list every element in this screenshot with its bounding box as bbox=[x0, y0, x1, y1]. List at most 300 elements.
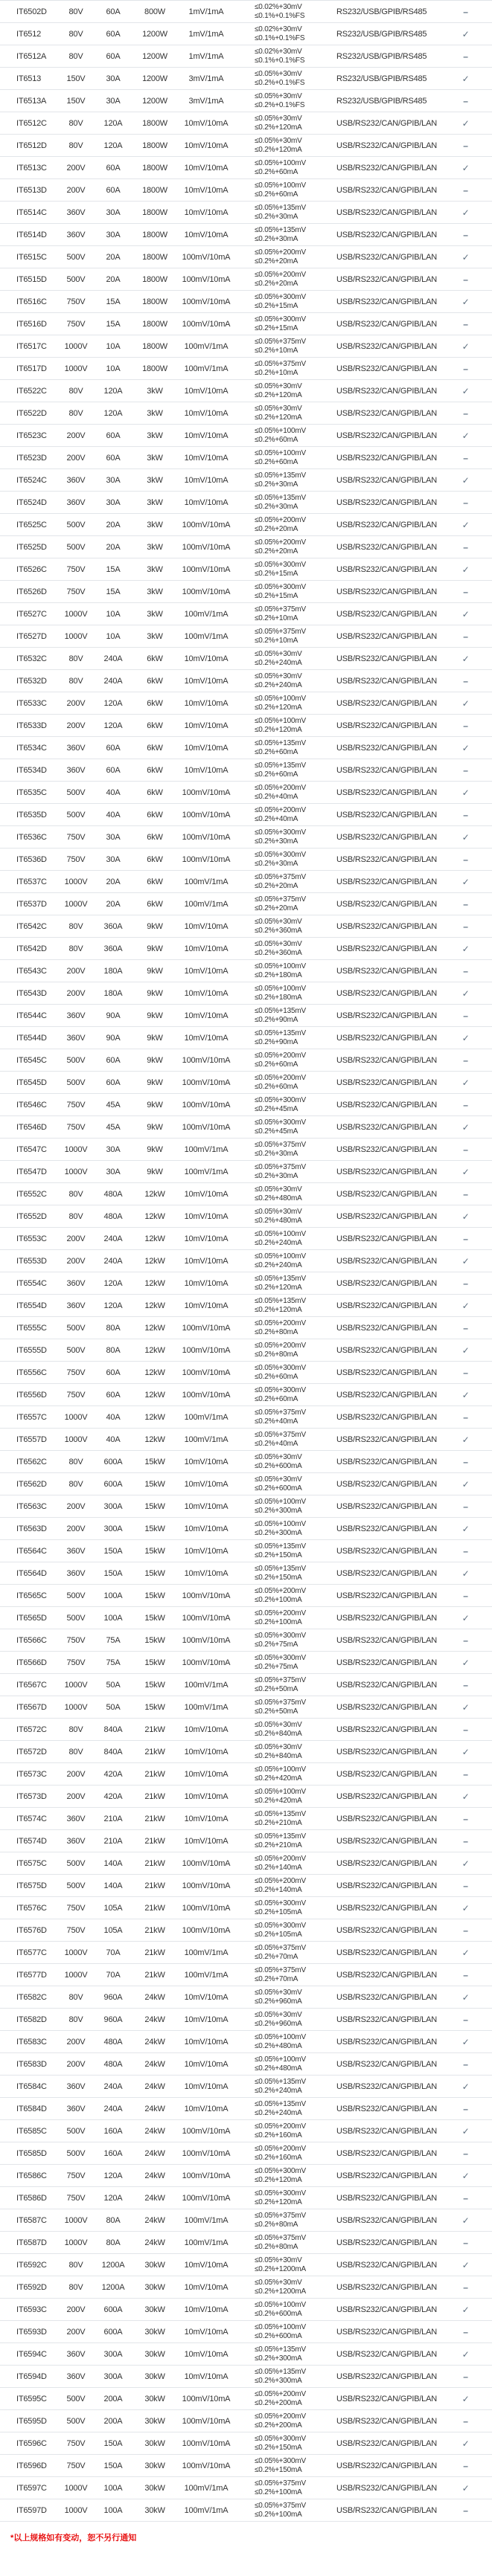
current-accuracy: ≤0.2%+300mA bbox=[255, 2354, 302, 2363]
voltage-cell: 200V bbox=[66, 185, 86, 195]
power-cell: 6kW bbox=[147, 698, 163, 708]
interfaces-cell: USB/RS232/CAN/GPIB/LAN bbox=[336, 2394, 437, 2403]
voltage-accuracy: ≤0.05%+300mV bbox=[255, 2167, 306, 2175]
voltage-cell: 80V bbox=[68, 408, 83, 418]
resolution-cell: 100mV/10mA bbox=[182, 1635, 231, 1645]
power-cell: 30kW bbox=[144, 2461, 165, 2470]
model-cell: IT6566C bbox=[16, 1635, 47, 1645]
interfaces-cell: USB/RS232/CAN/GPIB/LAN bbox=[336, 564, 437, 574]
check-icon: ✓ bbox=[461, 1389, 470, 1400]
voltage-accuracy: ≤0.05%+375mV bbox=[255, 2502, 306, 2510]
current-accuracy: ≤0.2%+105mA bbox=[255, 1930, 302, 1939]
interfaces-cell: USB/RS232/CAN/GPIB/LAN bbox=[336, 252, 437, 262]
dash-icon: – bbox=[463, 2282, 468, 2293]
current-cell: 1200A bbox=[101, 2282, 125, 2292]
resolution-cell: 3mV/1mA bbox=[188, 96, 224, 106]
resolution-cell: 100mV/10mA bbox=[182, 1390, 231, 1400]
voltage-accuracy: ≤0.05%+100mV bbox=[255, 2323, 306, 2331]
flag-cell bbox=[447, 988, 485, 999]
voltage-cell: 80V bbox=[68, 29, 83, 39]
voltage-accuracy: ≤0.05%+375mV bbox=[255, 2234, 306, 2242]
table-row bbox=[0, 45, 492, 68]
interfaces-cell: USB/RS232/CAN/GPIB/LAN bbox=[336, 1100, 437, 1110]
interfaces-cell: USB/RS232/CAN/GPIB/LAN bbox=[336, 899, 437, 909]
current-accuracy: ≤0.2%+480mA bbox=[255, 1194, 302, 1202]
accuracy-cell bbox=[237, 962, 329, 979]
resolution-cell: 10mV/10mA bbox=[184, 408, 229, 418]
table-row bbox=[0, 1652, 492, 1674]
flag-cell bbox=[447, 453, 485, 463]
accuracy-cell bbox=[237, 1632, 329, 1649]
check-icon: ✓ bbox=[461, 1300, 470, 1311]
current-accuracy: ≤0.2%+120mA bbox=[255, 1283, 302, 1292]
accuracy-cell bbox=[237, 2457, 329, 2474]
current-accuracy: ≤0.2%+240mA bbox=[255, 2108, 302, 2117]
check-icon: ✓ bbox=[461, 1121, 470, 1133]
current-accuracy: ≤0.2%+75mA bbox=[255, 1640, 298, 1649]
model-cell: IT6515C bbox=[16, 252, 47, 262]
current-accuracy: ≤0.2%+240mA bbox=[255, 2086, 302, 2095]
accuracy-cell bbox=[237, 516, 329, 533]
flag-cell bbox=[447, 1769, 485, 1780]
power-cell: 6kW bbox=[147, 788, 163, 797]
resolution-cell: 10mV/10mA bbox=[184, 207, 229, 217]
power-cell: 21kW bbox=[144, 1836, 165, 1846]
interfaces-cell: USB/RS232/CAN/GPIB/LAN bbox=[336, 1033, 437, 1043]
table-row bbox=[0, 1362, 492, 1384]
voltage-accuracy: ≤0.05%+30mV bbox=[255, 672, 302, 680]
table-row bbox=[0, 1808, 492, 1830]
table-row bbox=[0, 782, 492, 804]
accuracy-cell bbox=[237, 2212, 329, 2229]
power-cell: 12kW bbox=[144, 1323, 165, 1333]
voltage-accuracy: ≤0.05%+200mV bbox=[255, 1319, 306, 1327]
voltage-cell: 1000V bbox=[64, 1167, 88, 1176]
resolution-cell: 100mV/10mA bbox=[182, 2416, 231, 2426]
flag-cell bbox=[447, 1658, 485, 1668]
spec-change-footnote: *以上规格如有变动，恕不另行通知 bbox=[10, 2534, 137, 2543]
power-cell: 3kW bbox=[147, 564, 163, 574]
power-cell: 1800W bbox=[142, 341, 167, 351]
table-row bbox=[0, 1719, 492, 1741]
interfaces-cell: USB/RS232/CAN/GPIB/LAN bbox=[336, 1702, 437, 1712]
current-cell: 300A bbox=[103, 1524, 123, 1533]
model-cell: IT6567D bbox=[16, 1702, 47, 1712]
dash-icon: – bbox=[463, 965, 468, 976]
accuracy-cell bbox=[237, 494, 329, 511]
current-accuracy: ≤0.2%+120mA bbox=[255, 2175, 302, 2184]
voltage-accuracy: ≤0.05%+200mV bbox=[255, 1074, 306, 1082]
power-cell: 9kW bbox=[147, 966, 163, 976]
check-icon: ✓ bbox=[461, 1657, 470, 1668]
interfaces-cell: USB/RS232/CAN/GPIB/LAN bbox=[336, 988, 437, 998]
accuracy-cell bbox=[237, 1944, 329, 1961]
check-icon: ✓ bbox=[461, 2259, 470, 2270]
voltage-accuracy: ≤0.05%+30mV bbox=[255, 2279, 302, 2287]
resolution-cell: 100mV/10mA bbox=[182, 1100, 231, 1110]
table-row bbox=[0, 157, 492, 179]
power-cell: 9kW bbox=[147, 1167, 163, 1176]
interfaces-cell: USB/RS232/CAN/GPIB/LAN bbox=[336, 431, 437, 440]
model-cell: IT6577D bbox=[16, 1970, 47, 1980]
power-cell: 12kW bbox=[144, 1390, 165, 1400]
voltage-accuracy: ≤0.05%+100mV bbox=[255, 2033, 306, 2041]
current-accuracy: ≤0.2%+600mA bbox=[255, 2331, 302, 2340]
table-row bbox=[0, 581, 492, 603]
resolution-cell: 10mV/10mA bbox=[184, 1814, 229, 1823]
flag-cell bbox=[447, 2371, 485, 2382]
current-cell: 600A bbox=[103, 1479, 123, 1489]
current-cell: 840A bbox=[103, 1725, 123, 1734]
model-cell: IT6583D bbox=[16, 2059, 47, 2069]
voltage-cell: 200V bbox=[66, 2037, 86, 2047]
voltage-accuracy: ≤0.05%+200mV bbox=[255, 2390, 306, 2398]
current-cell: 15A bbox=[106, 564, 121, 574]
resolution-cell: 100mV/10mA bbox=[182, 2193, 231, 2203]
dash-icon: – bbox=[463, 1969, 468, 1980]
power-cell: 9kW bbox=[147, 1122, 163, 1132]
flag-cell bbox=[447, 2081, 485, 2092]
power-cell: 1800W bbox=[142, 230, 167, 239]
voltage-cell: 750V bbox=[66, 832, 86, 842]
model-cell: IT6526C bbox=[16, 564, 47, 574]
power-cell: 3kW bbox=[147, 475, 163, 485]
table-row bbox=[0, 1852, 492, 1875]
resolution-cell: 100mV/1mA bbox=[184, 1702, 229, 1712]
power-cell: 3kW bbox=[147, 431, 163, 440]
interfaces-cell: USB/RS232/CAN/GPIB/LAN bbox=[336, 1925, 437, 1935]
flag-cell bbox=[447, 788, 485, 798]
model-cell: IT6573D bbox=[16, 1791, 47, 1801]
current-accuracy: ≤0.2%+20mA bbox=[255, 547, 298, 556]
accuracy-cell bbox=[237, 1386, 329, 1403]
resolution-cell: 10mV/10mA bbox=[184, 1301, 229, 1310]
current-cell: 180A bbox=[103, 988, 123, 998]
resolution-cell: 100mV/10mA bbox=[182, 564, 231, 574]
dash-icon: – bbox=[463, 95, 468, 106]
power-cell: 24kW bbox=[144, 2081, 165, 2091]
model-cell: IT6586C bbox=[16, 2171, 47, 2180]
flag-cell bbox=[447, 96, 485, 106]
current-accuracy: ≤0.2%+70mA bbox=[255, 1974, 298, 1983]
interfaces-cell: USB/RS232/CAN/GPIB/LAN bbox=[336, 1858, 437, 1868]
voltage-accuracy: ≤0.05%+30mV bbox=[255, 115, 302, 123]
flag-cell bbox=[447, 921, 485, 932]
power-cell: 24kW bbox=[144, 2148, 165, 2158]
dash-icon: – bbox=[463, 2192, 468, 2203]
accuracy-cell bbox=[237, 2122, 329, 2139]
resolution-cell: 100mV/10mA bbox=[182, 297, 231, 306]
power-cell: 1800W bbox=[142, 274, 167, 284]
dash-icon: – bbox=[463, 1233, 468, 1244]
table-row bbox=[0, 425, 492, 447]
current-accuracy: ≤0.2%+150mA bbox=[255, 1573, 302, 1582]
current-cell: 30A bbox=[106, 96, 121, 106]
accuracy-cell bbox=[237, 1096, 329, 1113]
voltage-accuracy: ≤0.05%+135mV bbox=[255, 1275, 306, 1283]
power-cell: 24kW bbox=[144, 2104, 165, 2113]
interfaces-cell: USB/RS232/CAN/GPIB/LAN bbox=[336, 832, 437, 842]
interfaces-cell: USB/RS232/CAN/GPIB/LAN bbox=[336, 854, 437, 864]
flag-cell bbox=[447, 1457, 485, 1467]
resolution-cell: 10mV/10mA bbox=[184, 1546, 229, 1556]
voltage-cell: 750V bbox=[66, 2171, 86, 2180]
dash-icon: – bbox=[463, 1835, 468, 1846]
model-cell: IT6517C bbox=[16, 341, 47, 351]
voltage-cell: 80V bbox=[68, 1189, 83, 1199]
flag-cell bbox=[447, 1256, 485, 1266]
current-cell: 200A bbox=[103, 2394, 123, 2403]
voltage-cell: 80V bbox=[68, 2260, 83, 2270]
voltage-cell: 80V bbox=[68, 2282, 83, 2292]
power-cell: 24kW bbox=[144, 1992, 165, 2002]
power-cell: 1200W bbox=[142, 74, 167, 83]
voltage-cell: 200V bbox=[66, 988, 86, 998]
model-cell: IT6576D bbox=[16, 1925, 47, 1935]
resolution-cell: 10mV/10mA bbox=[184, 676, 229, 686]
model-cell: IT6557D bbox=[16, 1434, 47, 1444]
current-cell: 45A bbox=[106, 1100, 121, 1110]
model-cell: IT6512D bbox=[16, 141, 47, 150]
dash-icon: – bbox=[463, 184, 468, 196]
table-row bbox=[0, 1339, 492, 1362]
resolution-cell: 10mV/10mA bbox=[184, 118, 229, 128]
current-cell: 10A bbox=[106, 364, 121, 373]
accuracy-cell bbox=[237, 672, 329, 689]
model-cell: IT6524C bbox=[16, 475, 47, 485]
model-cell: IT6576C bbox=[16, 1903, 47, 1913]
voltage-accuracy: ≤0.05%+30mV bbox=[255, 1475, 302, 1484]
interfaces-cell: USB/RS232/CAN/GPIB/LAN bbox=[336, 319, 437, 329]
accuracy-cell bbox=[237, 2256, 329, 2273]
voltage-cell: 500V bbox=[66, 1591, 86, 1600]
current-accuracy: ≤0.2%+0.1%FS bbox=[255, 100, 305, 109]
resolution-cell: 100mV/1mA bbox=[184, 2215, 229, 2225]
flag-cell bbox=[447, 1591, 485, 1601]
dash-icon: – bbox=[463, 452, 468, 463]
voltage-cell: 500V bbox=[66, 2126, 86, 2136]
dash-icon: – bbox=[463, 408, 468, 419]
current-accuracy: ≤0.2%+240mA bbox=[255, 1238, 302, 1247]
dash-icon: – bbox=[463, 809, 468, 820]
interfaces-cell: USB/RS232/CAN/GPIB/LAN bbox=[336, 2305, 437, 2314]
dash-icon: – bbox=[463, 140, 468, 151]
power-cell: 3kW bbox=[147, 609, 163, 619]
voltage-accuracy: ≤0.05%+375mV bbox=[255, 1944, 306, 1952]
check-icon: ✓ bbox=[461, 787, 470, 798]
voltage-cell: 150V bbox=[66, 96, 86, 106]
table-row bbox=[0, 1317, 492, 1339]
check-icon: ✓ bbox=[461, 117, 470, 129]
current-accuracy: ≤0.2%+15mA bbox=[255, 301, 298, 310]
voltage-cell: 360V bbox=[66, 1278, 86, 1288]
current-accuracy: ≤0.2%+600mA bbox=[255, 2309, 302, 2318]
interfaces-cell: USB/RS232/CAN/GPIB/LAN bbox=[336, 1725, 437, 1734]
model-cell: IT6517D bbox=[16, 364, 47, 373]
voltage-cell: 500V bbox=[66, 1055, 86, 1065]
interfaces-cell: USB/RS232/CAN/GPIB/LAN bbox=[336, 2438, 437, 2448]
table-row bbox=[0, 402, 492, 425]
power-cell: 9kW bbox=[147, 1055, 163, 1065]
check-icon: ✓ bbox=[461, 1032, 470, 1043]
resolution-cell: 10mV/10mA bbox=[184, 475, 229, 485]
accuracy-cell bbox=[237, 1319, 329, 1336]
voltage-cell: 500V bbox=[66, 252, 86, 262]
resolution-cell: 10mV/10mA bbox=[184, 1992, 229, 2002]
dash-icon: – bbox=[463, 1545, 468, 1556]
accuracy-cell bbox=[237, 1431, 329, 1448]
interfaces-cell: USB/RS232/CAN/GPIB/LAN bbox=[336, 631, 437, 641]
model-cell: IT6575D bbox=[16, 1881, 47, 1890]
current-accuracy: ≤0.2%+80mA bbox=[255, 1327, 298, 1336]
voltage-accuracy: ≤0.05%+200mV bbox=[255, 784, 306, 792]
resolution-cell: 100mV/10mA bbox=[182, 1078, 231, 1087]
check-icon: ✓ bbox=[461, 831, 470, 843]
current-accuracy: ≤0.2%+50mA bbox=[255, 1707, 298, 1716]
current-accuracy: ≤0.2%+480mA bbox=[255, 2041, 302, 2050]
power-cell: 9kW bbox=[147, 988, 163, 998]
power-cell: 1800W bbox=[142, 141, 167, 150]
flag-cell bbox=[447, 498, 485, 508]
resolution-cell: 100mV/10mA bbox=[182, 542, 231, 552]
check-icon: ✓ bbox=[461, 385, 470, 396]
accuracy-cell bbox=[237, 405, 329, 422]
accuracy-cell bbox=[237, 2167, 329, 2184]
model-cell: IT6535D bbox=[16, 810, 47, 820]
power-cell: 24kW bbox=[144, 2171, 165, 2180]
dash-icon: – bbox=[463, 631, 468, 642]
interfaces-cell: USB/RS232/CAN/GPIB/LAN bbox=[336, 921, 437, 931]
model-cell: IT6537D bbox=[16, 899, 47, 909]
current-cell: 30A bbox=[106, 230, 121, 239]
current-accuracy: ≤0.2%+840mA bbox=[255, 1751, 302, 1760]
current-accuracy: ≤0.2%+30mA bbox=[255, 502, 298, 511]
flag-cell bbox=[447, 698, 485, 709]
model-cell: IT6513A bbox=[16, 96, 47, 106]
current-cell: 40A bbox=[106, 1434, 121, 1444]
table-row bbox=[0, 2499, 492, 2522]
accuracy-cell bbox=[237, 338, 329, 355]
flag-cell bbox=[447, 1301, 485, 1311]
voltage-accuracy: ≤0.05%+375mV bbox=[255, 873, 306, 881]
current-cell: 105A bbox=[103, 1903, 123, 1913]
dash-icon: – bbox=[463, 541, 468, 553]
current-cell: 45A bbox=[106, 1122, 121, 1132]
power-cell: 24kW bbox=[144, 2126, 165, 2136]
power-cell: 15kW bbox=[144, 1568, 165, 1578]
current-cell: 120A bbox=[103, 1301, 123, 1310]
voltage-accuracy: ≤0.05%+200mV bbox=[255, 2145, 306, 2153]
voltage-accuracy: ≤0.05%+300mV bbox=[255, 2457, 306, 2465]
resolution-cell: 100mV/10mA bbox=[182, 1055, 231, 1065]
current-accuracy: ≤0.2%+90mA bbox=[255, 1015, 298, 1024]
accuracy-cell bbox=[237, 1453, 329, 1470]
flag-cell bbox=[447, 832, 485, 843]
flag-cell bbox=[447, 2148, 485, 2159]
current-accuracy: ≤0.2%+120mA bbox=[255, 2197, 302, 2206]
accuracy-cell bbox=[237, 2301, 329, 2318]
model-cell: IT6513 bbox=[16, 74, 42, 83]
power-cell: 1800W bbox=[142, 252, 167, 262]
interfaces-cell: USB/RS232/CAN/GPIB/LAN bbox=[336, 207, 437, 217]
table-row bbox=[0, 112, 492, 135]
table-row bbox=[0, 536, 492, 558]
voltage-cell: 360V bbox=[66, 1011, 86, 1020]
interfaces-cell: USB/RS232/CAN/GPIB/LAN bbox=[336, 1211, 437, 1221]
interfaces-cell: USB/RS232/CAN/GPIB/LAN bbox=[336, 2015, 437, 2024]
voltage-accuracy: ≤0.05%+200mV bbox=[255, 2412, 306, 2421]
voltage-accuracy: ≤0.05%+300mV bbox=[255, 1922, 306, 1930]
accuracy-cell bbox=[237, 1966, 329, 1983]
resolution-cell: 100mV/10mA bbox=[182, 1658, 231, 1667]
voltage-cell: 1000V bbox=[64, 899, 88, 909]
model-cell: IT6565C bbox=[16, 1591, 47, 1600]
resolution-cell: 10mV/10mA bbox=[184, 765, 229, 775]
table-row bbox=[0, 179, 492, 202]
accuracy-cell bbox=[237, 2368, 329, 2385]
voltage-cell: 360V bbox=[66, 1814, 86, 1823]
voltage-cell: 1000V bbox=[64, 1702, 88, 1712]
current-cell: 75A bbox=[106, 1658, 121, 1667]
check-icon: ✓ bbox=[461, 1568, 470, 1579]
accuracy-cell bbox=[237, 1252, 329, 1269]
interfaces-cell: USB/RS232/CAN/GPIB/LAN bbox=[336, 1501, 437, 1511]
model-cell: IT6585D bbox=[16, 2148, 47, 2158]
table-row bbox=[0, 2142, 492, 2165]
dash-icon: – bbox=[463, 586, 468, 597]
interfaces-cell: USB/RS232/CAN/GPIB/LAN bbox=[336, 1546, 437, 1556]
interfaces-cell: USB/RS232/CAN/GPIB/LAN bbox=[336, 1568, 437, 1578]
model-cell: IT6582D bbox=[16, 2015, 47, 2024]
model-cell: IT6585C bbox=[16, 2126, 47, 2136]
voltage-cell: 200V bbox=[66, 1524, 86, 1533]
voltage-cell: 80V bbox=[68, 654, 83, 663]
table-row bbox=[0, 2432, 492, 2455]
resolution-cell: 10mV/10mA bbox=[184, 1769, 229, 1779]
flag-cell bbox=[447, 1814, 485, 1824]
accuracy-cell bbox=[237, 1877, 329, 1894]
table-row bbox=[0, 2388, 492, 2410]
current-accuracy: ≤0.2%+100mA bbox=[255, 1617, 302, 1626]
resolution-cell: 10mV/10mA bbox=[184, 721, 229, 730]
dash-icon: – bbox=[463, 1188, 468, 1200]
dash-icon: – bbox=[463, 1054, 468, 1066]
interfaces-cell: USB/RS232/CAN/GPIB/LAN bbox=[336, 1390, 437, 1400]
resolution-cell: 10mV/10mA bbox=[184, 1278, 229, 1288]
table-row bbox=[0, 2455, 492, 2477]
current-cell: 300A bbox=[103, 1501, 123, 1511]
accuracy-cell bbox=[237, 1185, 329, 1202]
current-cell: 40A bbox=[106, 810, 121, 820]
interfaces-cell: USB/RS232/CAN/GPIB/LAN bbox=[336, 1658, 437, 1667]
current-accuracy: ≤0.2%+60mA bbox=[255, 190, 298, 199]
power-cell: 6kW bbox=[147, 676, 163, 686]
table-row bbox=[0, 1429, 492, 1451]
accuracy-cell bbox=[237, 471, 329, 489]
power-cell: 21kW bbox=[144, 1858, 165, 1868]
current-cell: 120A bbox=[103, 118, 123, 128]
model-cell: IT6556C bbox=[16, 1368, 47, 1377]
voltage-accuracy: ≤0.05%+135mV bbox=[255, 2345, 306, 2354]
resolution-cell: 100mV/10mA bbox=[182, 1345, 231, 1355]
accuracy-cell bbox=[237, 2011, 329, 2028]
resolution-cell: 10mV/10mA bbox=[184, 1791, 229, 1801]
voltage-cell: 360V bbox=[66, 743, 86, 753]
voltage-cell: 1000V bbox=[64, 2215, 88, 2225]
model-cell: IT6522D bbox=[16, 408, 47, 418]
current-accuracy: ≤0.2%+15mA bbox=[255, 569, 298, 578]
current-cell: 240A bbox=[103, 1234, 123, 1243]
